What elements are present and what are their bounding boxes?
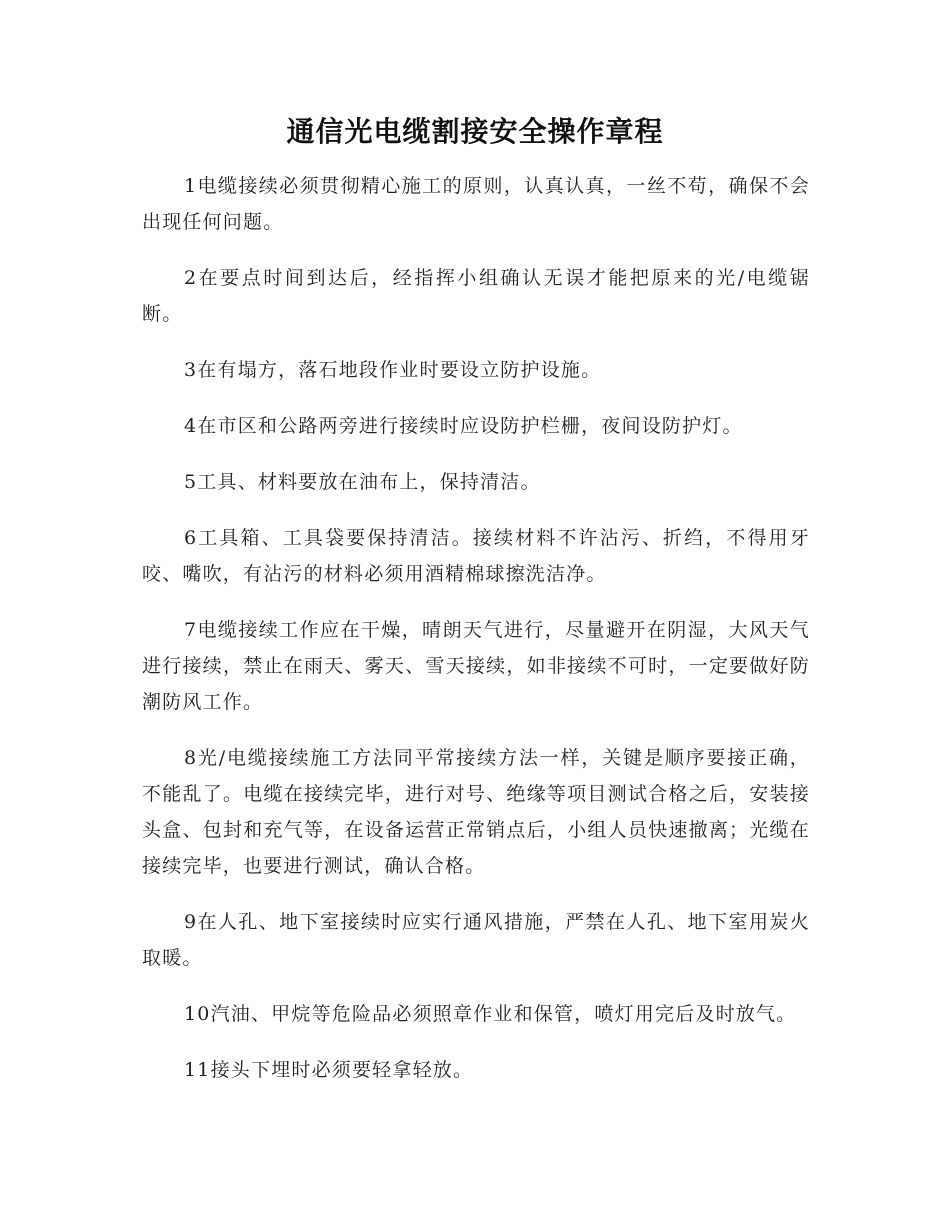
paragraph-1: 1电缆接续必须贯彻精心施工的原则，认真认真，一丝不苟，确保不会出现任何问题。 <box>142 175 810 233</box>
paragraph-10: 10汽油、甲烷等危险品必须照章作业和保管，喷灯用完后及时放气。 <box>184 1003 797 1025</box>
paragraph-3: 3在有塌方，落石地段作业时要设立防护设施。 <box>184 359 602 381</box>
document-body <box>142 168 810 1108</box>
paragraph-7: 7电缆接续工作应在干燥，晴朗天气进行，尽量避开在阴湿，大风天气进行接续，禁止在雨天、雾天、雪天接续，如非接续不可时，一定要做好防潮防风工作。 <box>142 619 810 713</box>
paragraph-6: 6工具箱、工具袋要保持清洁。接续材料不许沾污、折绉，不得用牙咬、嘴吹，有沾污的材料必须用酒精棉球擦洗洁净。 <box>142 527 810 585</box>
paragraph-4: 4在市区和公路两旁进行接续时应设防护栏栅，夜间设防护灯。 <box>184 415 743 437</box>
paragraph-9: 9在人孔、地下室接续时应实行通风措施，严禁在人孔、地下室用炭火取暖。 <box>142 911 810 969</box>
paragraph-11: 11接头下埋时必须要轻拿轻放。 <box>184 1059 474 1081</box>
paragraph-2: 2在要点时间到达后，经指挥小组确认无误才能把原来的光/电缆锯断。 <box>142 267 810 325</box>
paragraph-8: 8光/电缆接续施工方法同平常接续方法一样，关键是顺序要接正确，不能乱了。电缆在接续完毕，进行对号、绝缘等项目测试合格之后，安装接头盒、包封和充气等，在设备运营正常销点后，小组人员快速撤离；光缆在接续完毕，也要进行测试，确认合格。 <box>142 747 810 877</box>
document-title: 通信光电缆割接安全操作章程 <box>286 115 664 148</box>
paragraph-5: 5工具、材料要放在油布上，保持清洁。 <box>184 471 541 493</box>
